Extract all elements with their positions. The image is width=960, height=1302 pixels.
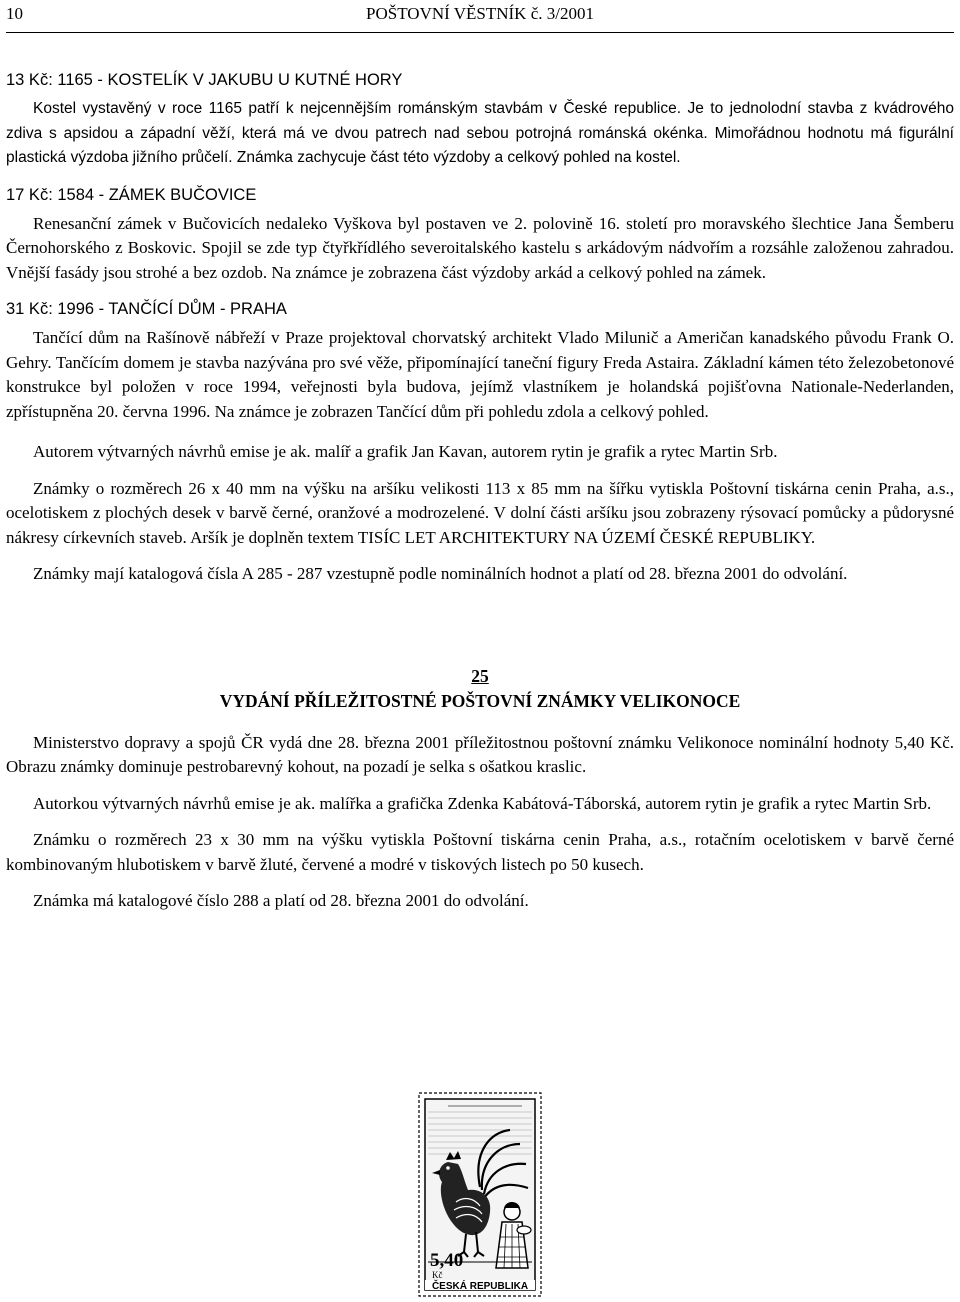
notice-paragraph-catalog: Známka má katalogové číslo 288 a platí od 28. března 2001 do odvolání. — [33, 891, 529, 910]
catalog-paragraph: Známky mají katalogová čísla A 285 - 287 vzestupně podle nominálních hodnot a platí od 28. března 2001 do odvolání. — [33, 564, 848, 583]
notice-paragraph-authors: Autorkou výtvarných návrhů emise je ak. malířka a grafička Zdenka Kabátová-Táborská, autorem rytin je grafik a rytec Martin Srb. — [33, 793, 932, 813]
section-text-tancici-dum: Tančící dům na Rašínově nábřeží v Praze projektoval chorvatský architekt Vlado Milunič a Američan kanadského původu Frank O. Gehry. Tančícím domem je stavba nazývána pro své věže, připomínající taneční figury Freda Astaira. Základní kámen této železobetonové konstrukce byl položen v roce 1994, veřejnosti byla budova, jejímž vlastníkem je holandská pojišťovna Nationale-Nederlanden, zpřístupněna 20. června 1996. Na známce je zobrazen Tančící dům při pohledu zdola a celkový pohled. — [6, 328, 954, 421]
header-divider — [6, 32, 954, 33]
notice-title: VYDÁNÍ PŘÍLEŽITOSTNÉ POŠTOVNÍ ZNÁMKY VELIKONOCE — [219, 690, 741, 711]
printing-paragraph: Známky o rozměrech 26 x 40 mm na výšku na aršíku velikosti 113 x 85 mm na šířku vytiskla Poštovní tiskárna cenin Praha, a.s., ocelotiskem z plochých desek v barvě černé, oranžové a modrozelené. V dolní části aršíku jsou zobrazeny rýsovací pomůcky a půdorysné nákresy církevních staveb. Aršík je doplněn textem TISÍC LET ARCHITEKTURY NA ÚZEMÍ ČESKÉ REPUBLIKY. — [6, 478, 954, 547]
section-text-bucovice: Renesanční zámek v Bučovicích nedaleko Vyškova byl postaven ve 2. polovině 16. století pro moravského šlechtice Jana Šemberu Černohorského z Boskovic. Spojil se zde typ čtyřkřídlého severoitalského kastelu s arkádovým nádvořím a rozsáhle založenou zahradou. Vnější fasády jsou strohé a bez ozdob. Na známce je zobrazena část výzdoby arkád a celkový pohled na zámek. — [6, 213, 954, 282]
stamp-value: 5,40 — [430, 1250, 464, 1271]
section-title-tancici-dum: 31 Kč: 1996 - TANČÍCÍ DŮM - PRAHA — [6, 300, 287, 318]
easter-stamp-image — [418, 1092, 542, 1297]
section-title-bucovice: 17 Kč: 1584 - ZÁMEK BUČOVICE — [6, 185, 257, 204]
section-title-kostelik: 13 Kč: 1165 - KOSTELÍK V JAKUBU U KUTNÉ HORY — [6, 71, 403, 89]
stamp-country: ČESKÁ REPUBLIKA — [431, 1281, 529, 1292]
authors-paragraph: Autorem výtvarných návrhů emise je ak. malíř a grafik Jan Kavan, autorem rytin je grafik a rytec Martin Srb. — [33, 442, 778, 461]
stamp-currency: Kč — [432, 1270, 443, 1280]
notice-number: 25 — [471, 665, 489, 686]
page-content — [6, 68, 954, 914]
journal-title: POŠTOVNÍ VĚSTNÍK č. 3/2001 — [366, 4, 594, 23]
section-text-kostelik: Kostel vystavěný v roce 1165 patří k nejcennějším románským stavbám v České republice. Je to jednolodní stavba z kvádrového zdiva s apsidou a západní věží, která má ve dvou patrech nad sebou potrojná románská okénka. Mimořádnou hodnotu má figurální plastická výzdoba jižního průčelí. Známka zachycuje část této výzdoby a celkový pohled na kostel. — [6, 100, 954, 166]
page-number: 10 — [6, 4, 23, 23]
notice-paragraph-printing: Známku o rozměrech 23 x 30 mm na výšku vytiskla Poštovní tiskárna cenin Praha, a.s., rotačním ocelotiskem v barvě černé kombinovaným hlubotiskem v barvě žluté, červené a modré v tiskových listech po 50 kusech. — [6, 830, 954, 874]
notice-paragraph-issue: Ministerstvo dopravy a spojů ČR vydá dne 28. března 2001 příležitostnou poštovní známku Velikonoce nominální hodnoty 5,40 Kč. Obrazu známky dominuje pestrobarevný kohout, na pozadí je selka s ošatkou kraslic. — [6, 732, 954, 776]
page-header — [6, 4, 954, 26]
